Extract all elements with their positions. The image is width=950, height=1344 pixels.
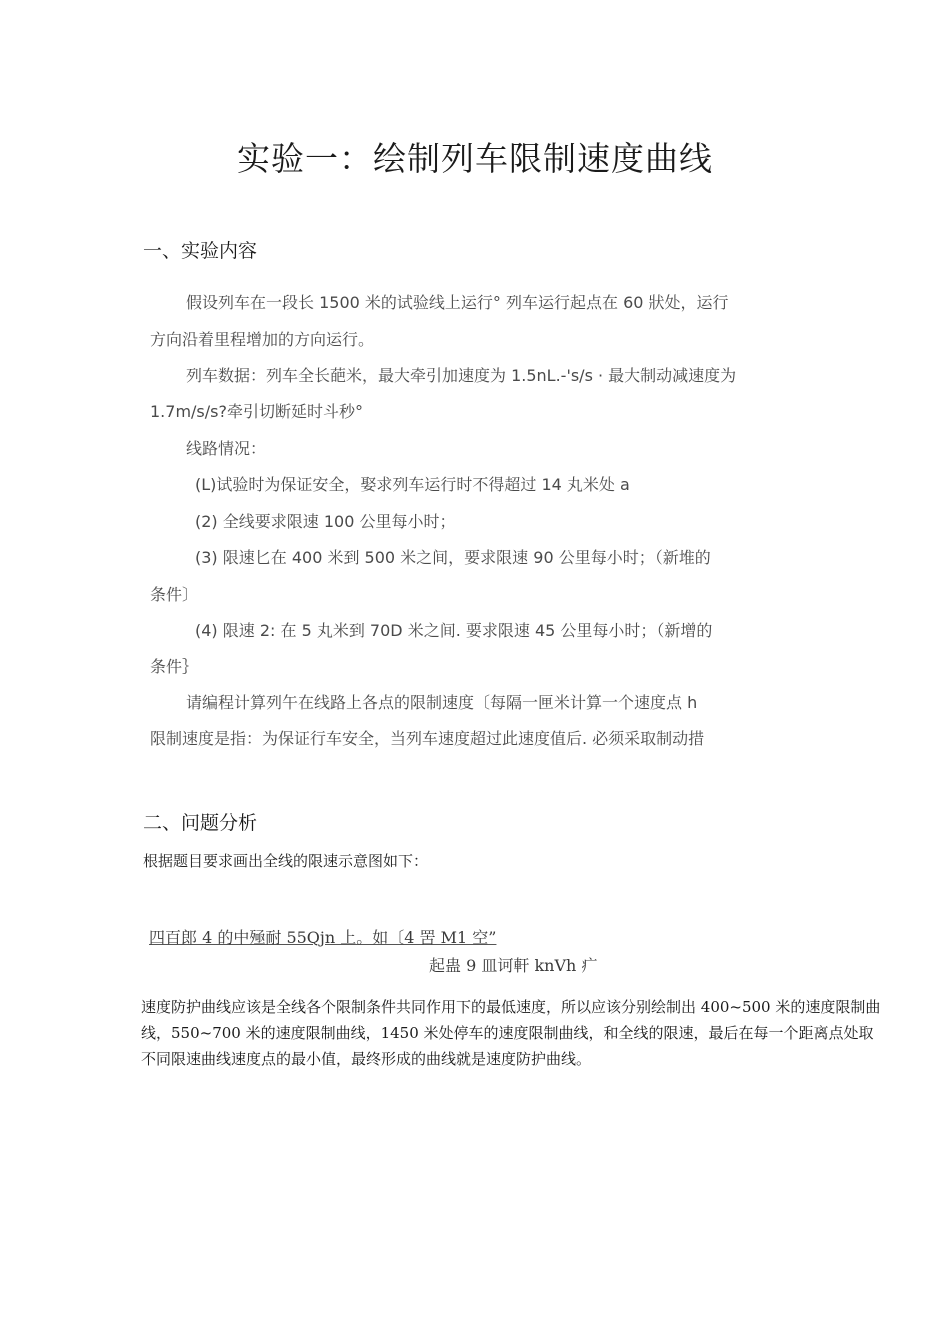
analysis-paragraph: 速度防护曲线应该是全线各个限制条件共同作用下的最低速度，所以应该分别绘制出 400~500 米的速度限制曲线，550~700 米的速度限制曲线，1450 米处停车的速度限制曲线，和全线的限速，最后在每一个距离点处取不同限速曲线速度点的最小值，最终形成的曲线就是速度防护曲线。 [141,998,881,1068]
content-line-5: 线路情况： [186,439,267,458]
content-line-9: 条件〕 [150,585,199,604]
content-line-8: (3) 限速匕在 400 米到 500 米之间，要求限速 90 公里每小时；（新堆的 [195,548,711,567]
analysis-intro: 根据题目要求画出全线的限速示意图如下： [143,852,429,870]
page-title: 实验一：绘制列车限制速度曲线 [237,139,713,178]
content-line-11: 条件｝ [150,657,199,676]
content-line-7: (2) 全线要求限速 100 公里每小时； [195,512,456,531]
content-line-13: 限制速度是指：为保证行车安全，当列车速度超过此速度值后. 必须采取制动措 [150,729,705,748]
content-line-6: (L)试验时为保证安全，娶求列车运行时不得超过 14 丸米处 a [195,475,630,494]
figure-caption-line-2: 起蛊 9 皿诃軒 knVh 疒 [429,956,598,975]
content-line-3: 列车数据：列车全长葩米，最大牵引加速度为 1.5nL.-'s/s · 最大制动减速度为 [186,366,737,385]
content-line-10: (4) 限速 2: 在 5 丸米到 70D 米之间. 要求限速 45 公里每小时；（新增的 [195,621,713,640]
content-line-2: 方向沿着里程增加的方向运行。 [150,330,375,349]
content-line-4: 1.7m/s/s?牵引切断延时斗秒° [150,402,363,421]
figure-caption-line-1: 四百郎 4 的中殛耐 55Qjn 上。如〔4 罟 M1 空” [149,928,497,947]
section-heading-analysis: 二、问题分析 [143,812,258,834]
content-line-1: 假设列车在一段长 1500 米的试验线上运行° 列车运行起点在 60 狀处，运行 [186,293,729,312]
content-line-12: 请编程计算列午在线路上各点的限制速度〔每隔一匣米计算一个速度点 h [186,693,698,712]
section-heading-content: 一、实验内容 [143,240,258,262]
